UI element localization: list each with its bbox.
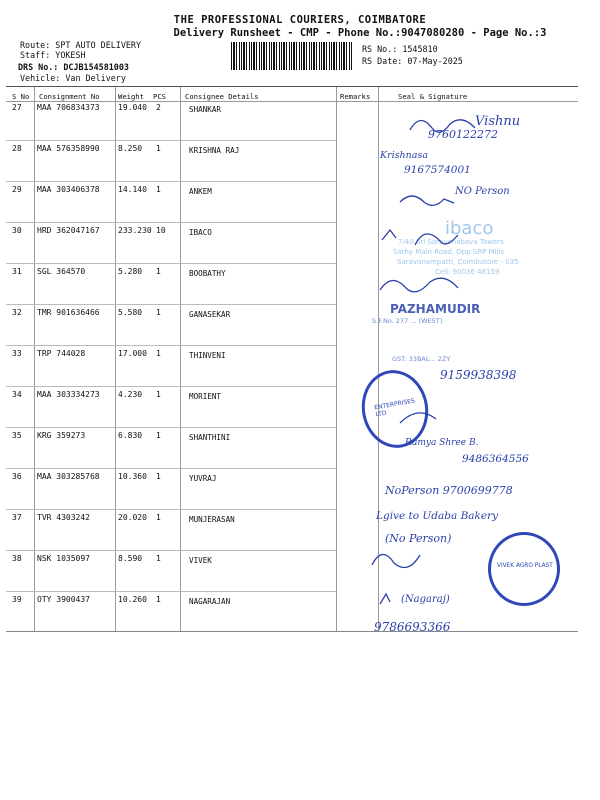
pazhamudir-stamp-line: S.F.No. 277 ... (WEST) <box>372 317 443 325</box>
weight: 8.590 <box>118 554 143 563</box>
sno: 27 <box>12 103 22 112</box>
pcs: 2 <box>156 103 161 112</box>
weight: 5.580 <box>118 308 143 317</box>
ibaco-address-3: Saravanampatti, Coimbatore - 035 <box>397 258 519 266</box>
consignment-no: OTY 3900437 <box>37 595 90 604</box>
weight: 14.140 <box>118 185 147 194</box>
pcs: 1 <box>156 144 161 153</box>
weight: 19.040 <box>118 103 147 112</box>
consignment-no: TRP 744028 <box>37 349 86 358</box>
consignee-name: ANKEM <box>189 187 212 196</box>
ibaco-cell: Cell: 90036 46159 <box>435 268 500 276</box>
consignment-no: MAA 576358990 <box>37 144 100 153</box>
col-weight: Weight <box>118 92 144 101</box>
sno: 29 <box>12 185 22 194</box>
weight: 8.250 <box>118 144 143 153</box>
sig-r39-phone: 9786693366 <box>374 620 451 634</box>
pazhamudir-stamp-gst: GST: 33BAL... 2ZY <box>392 355 451 363</box>
pcs: 1 <box>156 185 161 194</box>
sig-r33-phone: 9159938398 <box>440 368 517 382</box>
vivek-agro-text: VIVEK AGRO PLAST <box>497 563 553 569</box>
consignment-no: TMR 901636466 <box>37 308 100 317</box>
consignment-no: MAA 303285768 <box>37 472 100 481</box>
sig-r37-note2: (No Person) <box>385 532 452 545</box>
sig-r36-note: NoPerson 9700699778 <box>385 484 513 497</box>
pcs: 1 <box>156 554 161 563</box>
weight: 233.230 <box>118 226 152 235</box>
consignee-name: THINVENI <box>189 351 226 360</box>
sno: 35 <box>12 431 22 440</box>
sno: 38 <box>12 554 22 563</box>
col-pcs: PCS <box>153 92 166 101</box>
weight: 10.360 <box>118 472 147 481</box>
consignee-name: MUNJERASAN <box>189 515 235 524</box>
consignment-no: NSK 1035097 <box>37 554 90 563</box>
pcs: 1 <box>156 595 161 604</box>
sno: 34 <box>12 390 22 399</box>
pcs: 1 <box>156 390 161 399</box>
weight: 6.830 <box>118 431 143 440</box>
pcs: 1 <box>156 308 161 317</box>
round-seal-text: ENTERPRISES LTD <box>373 397 416 419</box>
col-seal: Seal & Signature <box>398 92 468 101</box>
table-row <box>0 264 600 305</box>
col-consignee: Consignee Details <box>185 92 259 101</box>
consignment-no: SGL 364570 <box>37 267 86 276</box>
ibaco-logo: ibaco <box>445 218 494 239</box>
consignee-name: SHANKAR <box>189 105 222 114</box>
sno: 32 <box>12 308 22 317</box>
table-bottom-rule <box>6 631 578 632</box>
table-row <box>0 182 600 223</box>
sig-r28-phone: 9167574001 <box>404 164 471 176</box>
sig-r39-name: (Nagaraj) <box>401 594 450 605</box>
pcs: 1 <box>156 431 161 440</box>
consignee-name: KRISHNA RAJ <box>189 146 240 155</box>
weight: 17.000 <box>118 349 147 358</box>
sig-r37-note: Lgive to Udaba Bakery <box>376 510 499 522</box>
pazhamudir-stamp-title: PAZHAMUDIR <box>390 302 481 316</box>
sno: 37 <box>12 513 22 522</box>
pcs: 1 <box>156 349 161 358</box>
table-row <box>0 387 600 428</box>
sno: 28 <box>12 144 22 153</box>
consignee-name: SHANTHINI <box>189 433 231 442</box>
sig-r28-name: Krishnasa <box>380 150 428 161</box>
pcs: 1 <box>156 472 161 481</box>
table-row <box>0 141 600 182</box>
col-sno: S No <box>12 92 30 101</box>
rs-date: RS Date: 07-May-2025 <box>362 56 463 66</box>
consignee-name: BOOBATHY <box>189 269 226 278</box>
sno: 30 <box>12 226 22 235</box>
sno: 33 <box>12 349 22 358</box>
sig-r27-phone: 9760122272 <box>428 128 498 141</box>
route-label: Route: SPT AUTO DELIVERY <box>20 40 142 50</box>
staff-label: Staff: YOKESH <box>20 50 86 60</box>
consignee-name: NAGARAJAN <box>189 597 231 606</box>
consignee-name: MORIENT <box>189 392 222 401</box>
consignment-no: MAA 303406378 <box>37 185 100 194</box>
ibaco-address-2: Sathy Main Road, Opp SRP Mills <box>393 248 505 256</box>
consignment-no: MAA 303334273 <box>37 390 100 399</box>
page-subtitle: Delivery Runsheet - CMP - Phone No.:9047080280 - Page No.:3 <box>173 27 547 39</box>
consignee-name: YUVRAJ <box>189 474 217 483</box>
sig-r27-name: Vishnu <box>475 114 521 129</box>
pcs: 10 <box>156 226 166 235</box>
consignment-no: TVR 4303242 <box>37 513 90 522</box>
ibaco-address-1: 7/40 Sri Saravanabava Towers <box>398 238 504 246</box>
page-title: THE PROFESSIONAL COURIERS, COIMBATORE <box>173 14 427 26</box>
barcode <box>231 42 353 70</box>
col-consignment: Consignment No <box>39 92 100 101</box>
consignment-no: HRD 362047167 <box>37 226 100 235</box>
table-row <box>0 305 600 346</box>
consignee-name: IBACO <box>189 228 212 237</box>
consignee-name: VIVEK <box>189 556 212 565</box>
drs-number: DRS No.: DCJB154581003 <box>18 62 129 72</box>
col-remarks: Remarks <box>340 92 371 101</box>
weight: 5.280 <box>118 267 143 276</box>
sig-r35-name: Ramya Shree B. <box>405 438 479 448</box>
sno: 31 <box>12 267 22 276</box>
vehicle-label: Vehicle: Van Delivery <box>20 73 126 83</box>
sno: 36 <box>12 472 22 481</box>
pcs: 1 <box>156 267 161 276</box>
pcs: 1 <box>156 513 161 522</box>
sig-r35-phone: 9486364556 <box>462 453 529 465</box>
vivek-agro-stamp <box>488 532 560 606</box>
rs-number: RS No.: 1545810 <box>362 44 438 54</box>
weight: 20.020 <box>118 513 147 522</box>
sno: 39 <box>12 595 22 604</box>
sig-r29-note: NO Person <box>455 186 510 197</box>
weight: 10.260 <box>118 595 147 604</box>
weight: 4.230 <box>118 390 143 399</box>
consignment-no: KRG 359273 <box>37 431 86 440</box>
consignment-no: MAA 706834373 <box>37 103 100 112</box>
consignee-name: GANASEKAR <box>189 310 231 319</box>
table-top-rule <box>6 86 578 87</box>
